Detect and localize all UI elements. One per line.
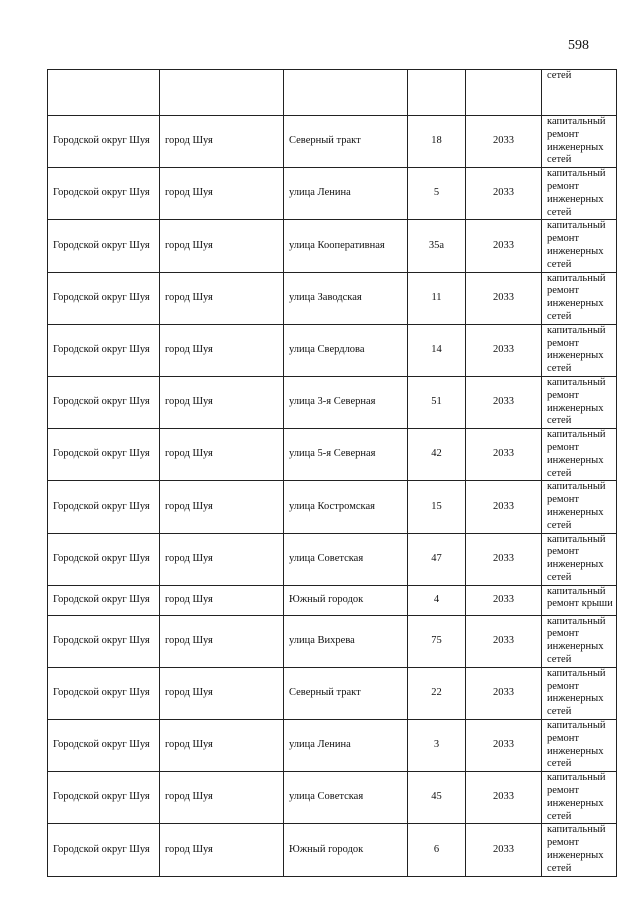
- cell-municipality: Городской округ Шуя: [48, 481, 160, 533]
- cell-municipality: Городской округ Шуя: [48, 585, 160, 615]
- cell-street: улица Советская: [284, 533, 408, 585]
- table-row: [48, 585, 617, 615]
- cell-year: 2033: [466, 667, 542, 719]
- cell-street: Южный городок: [284, 585, 408, 615]
- table-row: [48, 720, 617, 772]
- cell-street: улица Заводская: [284, 272, 408, 324]
- cell-municipality: Городской округ Шуя: [48, 168, 160, 220]
- cell-house: 5: [408, 168, 466, 220]
- cell-work: капитальный ремонт инженерных сетей: [542, 667, 617, 719]
- cell-settlement: город Шуя: [160, 168, 284, 220]
- cell-street: улица 3-я Северная: [284, 376, 408, 428]
- cell-municipality: Городской округ Шуя: [48, 116, 160, 168]
- cell-work: капитальный ремонт инженерных сетей: [542, 824, 617, 876]
- cell-work: капитальный ремонт инженерных сетей: [542, 324, 617, 376]
- cell-street: Северный тракт: [284, 667, 408, 719]
- cell-house: 22: [408, 667, 466, 719]
- cell-municipality: [48, 70, 160, 116]
- cell-work: капитальный ремонт инженерных сетей: [542, 772, 617, 824]
- cell-settlement: город Шуя: [160, 324, 284, 376]
- cell-settlement: город Шуя: [160, 824, 284, 876]
- table-row: [48, 376, 617, 428]
- cell-work: капитальный ремонт инженерных сетей: [542, 272, 617, 324]
- cell-municipality: Городской округ Шуя: [48, 533, 160, 585]
- cell-street: улица Вихрева: [284, 615, 408, 667]
- table-row: [48, 116, 617, 168]
- cell-settlement: город Шуя: [160, 585, 284, 615]
- table-row: [48, 481, 617, 533]
- cell-house: 14: [408, 324, 466, 376]
- cell-work: капитальный ремонт инженерных сетей: [542, 376, 617, 428]
- cell-street: [284, 70, 408, 116]
- cell-settlement: город Шуя: [160, 481, 284, 533]
- table-row: [48, 168, 617, 220]
- cell-work: капитальный ремонт инженерных сетей: [542, 533, 617, 585]
- cell-municipality: Городской округ Шуя: [48, 429, 160, 481]
- cell-work: капитальный ремонт инженерных сетей: [542, 220, 617, 272]
- cell-work: сетей: [542, 70, 617, 116]
- cell-municipality: Городской округ Шуя: [48, 220, 160, 272]
- cell-year: 2033: [466, 585, 542, 615]
- table-row: [48, 324, 617, 376]
- cell-settlement: город Шуя: [160, 720, 284, 772]
- table-row: [48, 429, 617, 481]
- cell-house: 35а: [408, 220, 466, 272]
- table-row: [48, 772, 617, 824]
- cell-house: 47: [408, 533, 466, 585]
- cell-settlement: город Шуя: [160, 376, 284, 428]
- repair-schedule-table: [47, 69, 617, 877]
- cell-house: 45: [408, 772, 466, 824]
- cell-settlement: город Шуя: [160, 429, 284, 481]
- table-row-continued: [48, 70, 617, 116]
- cell-work: капитальный ремонт крыши: [542, 585, 617, 615]
- cell-settlement: город Шуя: [160, 220, 284, 272]
- cell-municipality: Городской округ Шуя: [48, 824, 160, 876]
- table-row: [48, 533, 617, 585]
- cell-year: 2033: [466, 720, 542, 772]
- cell-municipality: Городской округ Шуя: [48, 272, 160, 324]
- cell-house: 15: [408, 481, 466, 533]
- cell-house: 11: [408, 272, 466, 324]
- cell-year: 2033: [466, 272, 542, 324]
- cell-settlement: город Шуя: [160, 615, 284, 667]
- cell-work: капитальный ремонт инженерных сетей: [542, 481, 617, 533]
- cell-work: капитальный ремонт инженерных сетей: [542, 615, 617, 667]
- cell-settlement: город Шуя: [160, 116, 284, 168]
- cell-street: улица Кооперативная: [284, 220, 408, 272]
- cell-street: улица Ленина: [284, 168, 408, 220]
- cell-street: улица Свердлова: [284, 324, 408, 376]
- cell-year: 2033: [466, 168, 542, 220]
- cell-house: 3: [408, 720, 466, 772]
- cell-house: [408, 70, 466, 116]
- cell-settlement: город Шуя: [160, 272, 284, 324]
- cell-year: [466, 70, 542, 116]
- cell-year: 2033: [466, 615, 542, 667]
- cell-house: 4: [408, 585, 466, 615]
- cell-settlement: город Шуя: [160, 772, 284, 824]
- cell-work: капитальный ремонт инженерных сетей: [542, 429, 617, 481]
- cell-house: 51: [408, 376, 466, 428]
- table-row: [48, 667, 617, 719]
- cell-year: 2033: [466, 220, 542, 272]
- cell-house: 6: [408, 824, 466, 876]
- cell-municipality: Городской округ Шуя: [48, 324, 160, 376]
- cell-street: улица 5-я Северная: [284, 429, 408, 481]
- cell-municipality: Городской округ Шуя: [48, 667, 160, 719]
- cell-year: 2033: [466, 824, 542, 876]
- cell-settlement: город Шуя: [160, 533, 284, 585]
- cell-municipality: Городской округ Шуя: [48, 615, 160, 667]
- cell-street: улица Костромская: [284, 481, 408, 533]
- cell-work: капитальный ремонт инженерных сетей: [542, 720, 617, 772]
- cell-house: 18: [408, 116, 466, 168]
- cell-year: 2033: [466, 429, 542, 481]
- cell-street: Южный городок: [284, 824, 408, 876]
- cell-year: 2033: [466, 533, 542, 585]
- page-number: 598: [568, 38, 589, 53]
- cell-year: 2033: [466, 116, 542, 168]
- cell-street: улица Советская: [284, 772, 408, 824]
- table-row: [48, 220, 617, 272]
- table-row: [48, 824, 617, 876]
- cell-work: капитальный ремонт инженерных сетей: [542, 116, 617, 168]
- table-row: [48, 615, 617, 667]
- cell-work: капитальный ремонт инженерных сетей: [542, 168, 617, 220]
- cell-street: Северный тракт: [284, 116, 408, 168]
- cell-municipality: Городской округ Шуя: [48, 376, 160, 428]
- cell-year: 2033: [466, 376, 542, 428]
- cell-year: 2033: [466, 481, 542, 533]
- cell-settlement: город Шуя: [160, 667, 284, 719]
- cell-municipality: Городской округ Шуя: [48, 720, 160, 772]
- cell-municipality: Городской округ Шуя: [48, 772, 160, 824]
- cell-house: 42: [408, 429, 466, 481]
- cell-year: 2033: [466, 772, 542, 824]
- cell-settlement: [160, 70, 284, 116]
- cell-year: 2033: [466, 324, 542, 376]
- cell-house: 75: [408, 615, 466, 667]
- table-row: [48, 272, 617, 324]
- cell-street: улица Ленина: [284, 720, 408, 772]
